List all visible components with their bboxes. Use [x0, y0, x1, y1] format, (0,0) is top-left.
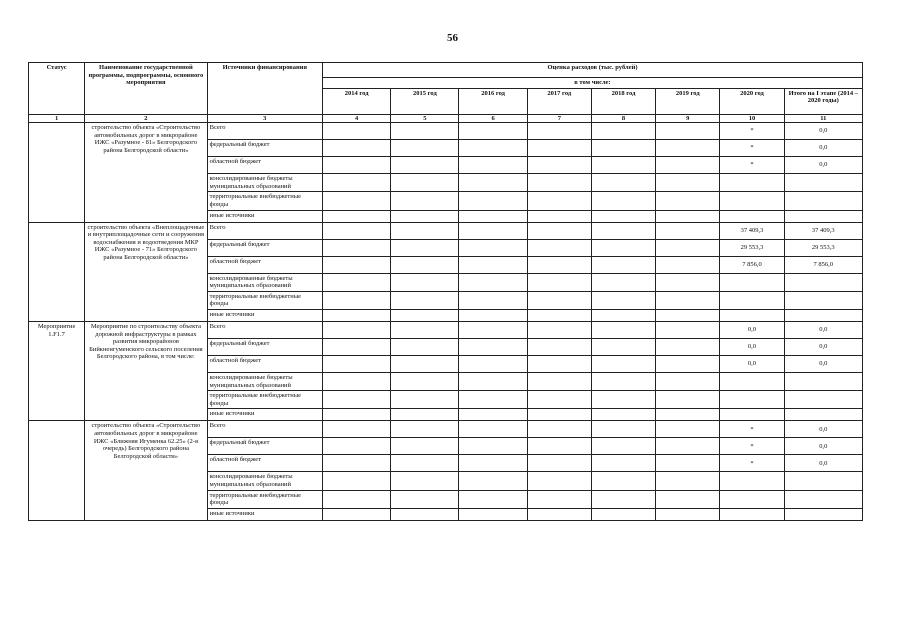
- value-2020: 7 856,0: [720, 256, 784, 273]
- year-cell: [391, 239, 459, 256]
- year-cell: [459, 455, 527, 472]
- value-2020: 0,0: [720, 355, 784, 372]
- source-label: территориальные внебюджетные фонды: [207, 291, 322, 309]
- year-cell: [323, 409, 391, 421]
- value-2020: [720, 391, 784, 409]
- year-cell: [527, 239, 591, 256]
- value-total: 7 856,0: [784, 256, 862, 273]
- year-cell: [527, 273, 591, 291]
- value-total: 0,0: [784, 140, 862, 157]
- year-cell: [656, 372, 720, 390]
- year-cell: [591, 256, 655, 273]
- year-cell: [656, 273, 720, 291]
- year-cell: [527, 438, 591, 455]
- value-2020: [720, 174, 784, 192]
- year-cell: [323, 472, 391, 490]
- year-cell: [391, 472, 459, 490]
- year-cell: [656, 438, 720, 455]
- year-cell: [527, 409, 591, 421]
- year-cell: [459, 123, 527, 140]
- year-cell: [459, 309, 527, 321]
- year-cell: [323, 372, 391, 390]
- value-total: 37 409,3: [784, 222, 862, 239]
- value-2020: 29 553,3: [720, 239, 784, 256]
- value-total: 29 553,3: [784, 239, 862, 256]
- year-cell: [591, 508, 655, 520]
- year-cell: [656, 157, 720, 174]
- year-cell: [391, 291, 459, 309]
- year-cell: [391, 192, 459, 210]
- source-label: консолидированные бюджеты муниципальных образований: [207, 472, 322, 490]
- source-label: областной бюджет: [207, 455, 322, 472]
- year-cell: [527, 174, 591, 192]
- year-cell: [656, 321, 720, 338]
- column-number: 8: [591, 114, 655, 123]
- header-estimate: Оценка расходов (тыс. рублей): [323, 63, 863, 78]
- year-cell: [391, 338, 459, 355]
- year-cell: [459, 355, 527, 372]
- column-number: 6: [459, 114, 527, 123]
- header-year: 2018 год: [591, 88, 655, 114]
- value-2020: [720, 372, 784, 390]
- year-cell: [391, 222, 459, 239]
- value-2020: [720, 210, 784, 222]
- value-total: 0,0: [784, 438, 862, 455]
- value-total: 0,0: [784, 123, 862, 140]
- year-cell: [391, 210, 459, 222]
- year-cell: [656, 140, 720, 157]
- table-row: [29, 222, 863, 239]
- header-year: 2014 год: [323, 88, 391, 114]
- value-2020: *: [720, 157, 784, 174]
- header-year: 2016 год: [459, 88, 527, 114]
- year-cell: [459, 391, 527, 409]
- year-cell: [459, 256, 527, 273]
- source-label: иные источники: [207, 508, 322, 520]
- year-cell: [391, 508, 459, 520]
- year-cell: [459, 291, 527, 309]
- year-cell: [591, 421, 655, 438]
- year-cell: [323, 157, 391, 174]
- year-cell: [459, 174, 527, 192]
- value-2020: 0,0: [720, 321, 784, 338]
- year-cell: [527, 256, 591, 273]
- source-label: консолидированные бюджеты муниципальных образований: [207, 372, 322, 390]
- row-status: [29, 222, 85, 321]
- column-number: 11: [784, 114, 862, 123]
- header-year: 2020 год: [720, 88, 784, 114]
- source-label: федеральный бюджет: [207, 140, 322, 157]
- column-number: 1: [29, 114, 85, 123]
- year-cell: [391, 256, 459, 273]
- year-cell: [591, 391, 655, 409]
- value-total: [784, 273, 862, 291]
- year-cell: [527, 192, 591, 210]
- header-sources: Источники финансирования: [207, 63, 322, 115]
- year-cell: [391, 273, 459, 291]
- value-total: [784, 291, 862, 309]
- year-cell: [391, 123, 459, 140]
- value-2020: 0,0: [720, 338, 784, 355]
- value-2020: [720, 490, 784, 508]
- year-cell: [323, 355, 391, 372]
- year-cell: [323, 321, 391, 338]
- header-total: Итого на I этапе (2014 – 2020 годы): [784, 88, 862, 114]
- column-number: 10: [720, 114, 784, 123]
- year-cell: [656, 355, 720, 372]
- year-cell: [527, 472, 591, 490]
- year-cell: [527, 291, 591, 309]
- year-cell: [591, 409, 655, 421]
- value-total: 0,0: [784, 338, 862, 355]
- value-total: 0,0: [784, 355, 862, 372]
- row-status: [29, 421, 85, 520]
- year-cell: [591, 192, 655, 210]
- year-cell: [459, 372, 527, 390]
- year-cell: [527, 455, 591, 472]
- year-cell: [323, 291, 391, 309]
- year-cell: [323, 438, 391, 455]
- value-2020: [720, 273, 784, 291]
- year-cell: [656, 239, 720, 256]
- year-cell: [323, 222, 391, 239]
- year-cell: [656, 222, 720, 239]
- row-status: Мероприятие 1.F1.7: [29, 321, 85, 420]
- year-cell: [323, 140, 391, 157]
- year-cell: [591, 338, 655, 355]
- value-2020: *: [720, 455, 784, 472]
- column-number: 5: [391, 114, 459, 123]
- column-number: 9: [656, 114, 720, 123]
- year-cell: [656, 455, 720, 472]
- source-label: федеральный бюджет: [207, 239, 322, 256]
- year-cell: [391, 490, 459, 508]
- year-cell: [656, 174, 720, 192]
- year-cell: [527, 321, 591, 338]
- source-label: Всего: [207, 222, 322, 239]
- year-cell: [591, 239, 655, 256]
- value-2020: *: [720, 140, 784, 157]
- year-cell: [656, 508, 720, 520]
- source-label: территориальные внебюджетные фонды: [207, 490, 322, 508]
- value-total: 0,0: [784, 455, 862, 472]
- page-number: 56: [447, 32, 458, 44]
- year-cell: [527, 338, 591, 355]
- year-cell: [323, 239, 391, 256]
- source-label: иные источники: [207, 409, 322, 421]
- year-cell: [527, 309, 591, 321]
- source-label: иные источники: [207, 309, 322, 321]
- row-name: строительство объекта «Строительство автомобильных дорог в микрорайоне ИЖС «Разумное - 81» Белгородского района Белгородской области»: [85, 123, 207, 222]
- value-total: [784, 490, 862, 508]
- year-cell: [323, 508, 391, 520]
- year-cell: [527, 140, 591, 157]
- year-cell: [323, 455, 391, 472]
- year-cell: [459, 490, 527, 508]
- year-cell: [591, 210, 655, 222]
- column-number: 4: [323, 114, 391, 123]
- source-label: федеральный бюджет: [207, 438, 322, 455]
- row-status: [29, 123, 85, 222]
- year-cell: [391, 140, 459, 157]
- year-cell: [591, 222, 655, 239]
- column-number: 2: [85, 114, 207, 123]
- source-label: территориальные внебюджетные фонды: [207, 391, 322, 409]
- year-cell: [323, 123, 391, 140]
- row-name: строительство объекта «Внеплощадочные и внутриплощадочные сети и сооружения водоснабжения и водоотведения МКР ИЖС «Разумное - 71» Белгородского района Белгородской области»: [85, 222, 207, 321]
- row-name: строительство объекта «Строительство автомобильных дорог в микрорайоне ИЖС «Ближняя Игуменка 62.25» (2-я очередь) Белгородского района Белгородской области»: [85, 421, 207, 520]
- year-cell: [527, 355, 591, 372]
- value-2020: [720, 472, 784, 490]
- value-total: [784, 174, 862, 192]
- year-cell: [527, 508, 591, 520]
- year-cell: [323, 421, 391, 438]
- value-total: [784, 508, 862, 520]
- value-2020: [720, 192, 784, 210]
- year-cell: [391, 372, 459, 390]
- year-cell: [591, 472, 655, 490]
- year-cell: [459, 210, 527, 222]
- year-cell: [459, 222, 527, 239]
- table-row: [29, 123, 863, 140]
- budget-table: [28, 62, 863, 521]
- column-number: 3: [207, 114, 322, 123]
- year-cell: [527, 222, 591, 239]
- source-label: Всего: [207, 123, 322, 140]
- year-cell: [323, 174, 391, 192]
- header-year: 2015 год: [391, 88, 459, 114]
- year-cell: [656, 123, 720, 140]
- row-name: Мероприятие по строительству объекта дорожной инфраструктуры в рамках развития микрорайонов Бийкнеигуменского сельского поселения Белгородского района, в том числе:: [85, 321, 207, 420]
- year-cell: [591, 157, 655, 174]
- year-cell: [323, 192, 391, 210]
- year-cell: [391, 409, 459, 421]
- value-total: [784, 391, 862, 409]
- year-cell: [591, 321, 655, 338]
- source-label: консолидированные бюджеты муниципальных образований: [207, 174, 322, 192]
- year-cell: [591, 438, 655, 455]
- year-cell: [459, 192, 527, 210]
- year-cell: [391, 157, 459, 174]
- source-label: областной бюджет: [207, 157, 322, 174]
- table-row: [29, 321, 863, 338]
- year-cell: [459, 338, 527, 355]
- value-2020: [720, 291, 784, 309]
- year-cell: [391, 309, 459, 321]
- year-cell: [323, 338, 391, 355]
- year-cell: [459, 409, 527, 421]
- header-year: 2019 год: [656, 88, 720, 114]
- year-cell: [527, 391, 591, 409]
- year-cell: [323, 210, 391, 222]
- year-cell: [591, 309, 655, 321]
- year-cell: [527, 490, 591, 508]
- year-cell: [459, 140, 527, 157]
- year-cell: [323, 273, 391, 291]
- year-cell: [656, 256, 720, 273]
- year-cell: [323, 391, 391, 409]
- year-cell: [459, 472, 527, 490]
- year-cell: [591, 355, 655, 372]
- year-cell: [591, 372, 655, 390]
- year-cell: [391, 438, 459, 455]
- year-cell: [527, 372, 591, 390]
- year-cell: [459, 438, 527, 455]
- value-total: 0,0: [784, 421, 862, 438]
- header-name: Наименование государственной программы, подпрограммы, основного мероприятия: [85, 63, 207, 115]
- year-cell: [656, 338, 720, 355]
- source-label: консолидированные бюджеты муниципальных образований: [207, 273, 322, 291]
- source-label: Всего: [207, 421, 322, 438]
- year-cell: [591, 455, 655, 472]
- value-2020: *: [720, 421, 784, 438]
- year-cell: [323, 256, 391, 273]
- value-total: [784, 192, 862, 210]
- year-cell: [656, 210, 720, 222]
- year-cell: [459, 157, 527, 174]
- year-cell: [391, 355, 459, 372]
- year-cell: [591, 174, 655, 192]
- year-cell: [656, 291, 720, 309]
- source-label: федеральный бюджет: [207, 338, 322, 355]
- table-row: [29, 421, 863, 438]
- source-label: территориальные внебюджетные фонды: [207, 192, 322, 210]
- value-total: [784, 372, 862, 390]
- value-total: 0,0: [784, 157, 862, 174]
- value-total: [784, 472, 862, 490]
- value-total: [784, 210, 862, 222]
- source-label: Всего: [207, 321, 322, 338]
- year-cell: [323, 309, 391, 321]
- value-total: 0,0: [784, 321, 862, 338]
- source-label: иные источники: [207, 210, 322, 222]
- year-cell: [391, 391, 459, 409]
- year-cell: [391, 455, 459, 472]
- value-2020: [720, 508, 784, 520]
- year-cell: [591, 291, 655, 309]
- value-2020: [720, 409, 784, 421]
- year-cell: [459, 321, 527, 338]
- year-cell: [527, 421, 591, 438]
- value-2020: *: [720, 438, 784, 455]
- year-cell: [656, 391, 720, 409]
- year-cell: [391, 421, 459, 438]
- source-label: областной бюджет: [207, 256, 322, 273]
- value-2020: *: [720, 123, 784, 140]
- year-cell: [527, 157, 591, 174]
- year-cell: [591, 273, 655, 291]
- header-status: Статус: [29, 63, 85, 115]
- year-cell: [656, 490, 720, 508]
- year-cell: [459, 239, 527, 256]
- year-cell: [591, 123, 655, 140]
- value-2020: [720, 309, 784, 321]
- year-cell: [591, 140, 655, 157]
- year-cell: [656, 472, 720, 490]
- year-cell: [527, 123, 591, 140]
- value-2020: 37 409,3: [720, 222, 784, 239]
- year-cell: [656, 309, 720, 321]
- year-cell: [656, 421, 720, 438]
- year-cell: [656, 409, 720, 421]
- year-cell: [459, 421, 527, 438]
- year-cell: [656, 192, 720, 210]
- value-total: [784, 309, 862, 321]
- header-year: 2017 год: [527, 88, 591, 114]
- source-label: областной бюджет: [207, 355, 322, 372]
- year-cell: [459, 273, 527, 291]
- year-cell: [459, 508, 527, 520]
- column-number: 7: [527, 114, 591, 123]
- year-cell: [591, 490, 655, 508]
- header-including: в том числе:: [323, 78, 863, 89]
- year-cell: [391, 321, 459, 338]
- year-cell: [527, 210, 591, 222]
- value-total: [784, 409, 862, 421]
- year-cell: [391, 174, 459, 192]
- year-cell: [323, 490, 391, 508]
